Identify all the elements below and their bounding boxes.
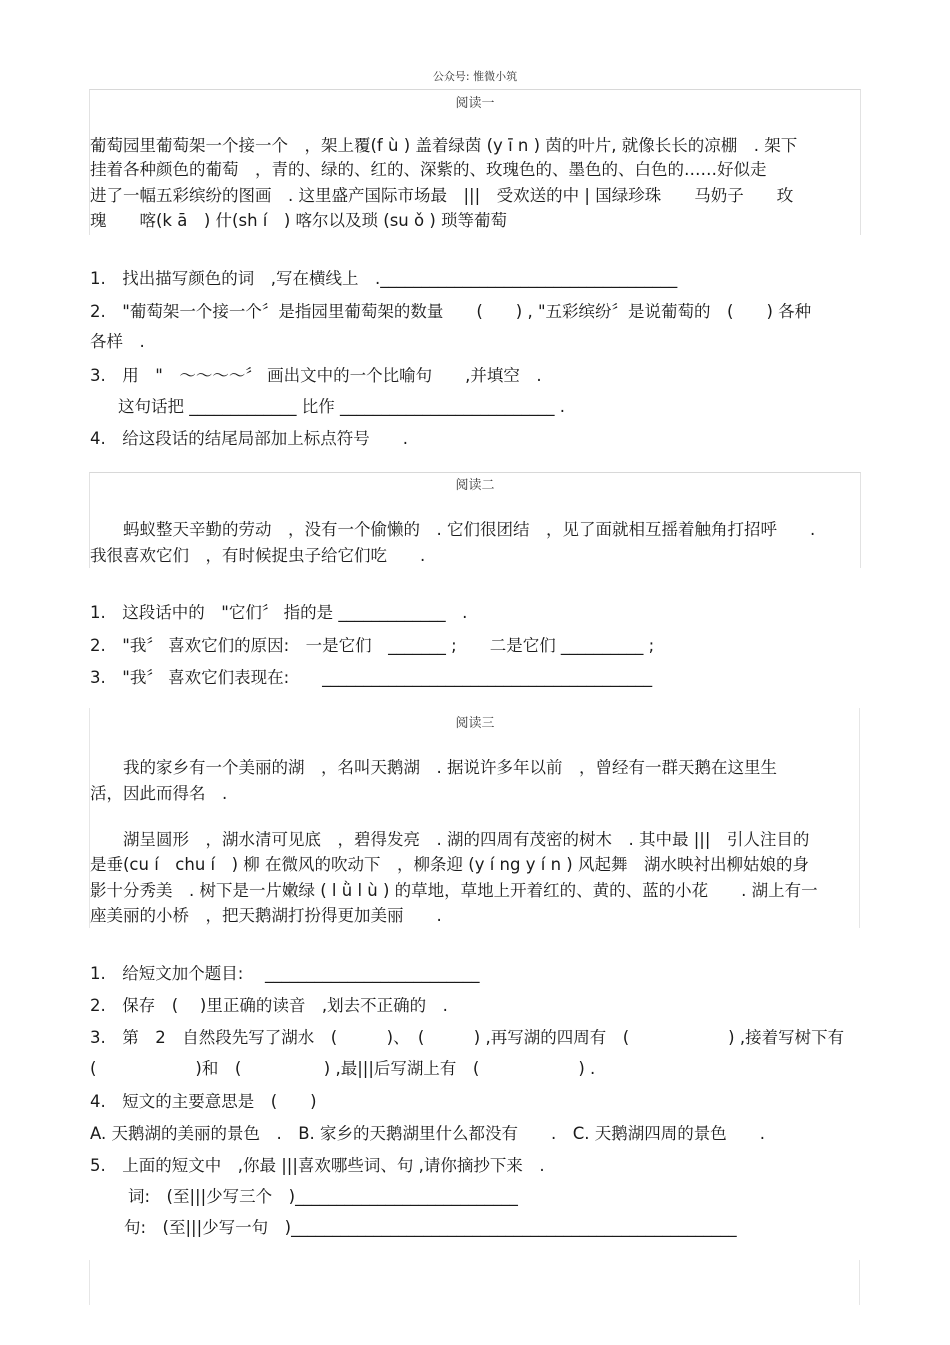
r3-question-1: 1. 给短文加个题目: __________________________ — [90, 964, 480, 983]
r2-question-2: 2. "我〞 喜欢它们的原因: 一是它们 _______ ; 二是它们 __________ ; — [90, 636, 655, 655]
r3-question-5-sentence: 句: (至|||少写一句 )______________________________________________________ — [124, 1218, 737, 1237]
reading-2-title: 阅读二 — [455, 478, 495, 493]
bottom-left-rule — [89, 1260, 90, 1305]
r1-question-4: 4. 给这段话的结尾局部加上标点符号 . — [90, 429, 408, 448]
r1-question-3-fill: 这句话把 _____________ 比作 __________________________ . — [118, 397, 565, 416]
reading-1-line-4: 瑰 喀(k ā ) 什(sh í ) 喀尔以及琐 (su ǒ ) 琐等葡萄 — [90, 211, 508, 230]
reading-3-title: 阅读三 — [455, 716, 495, 731]
r3-question-2: 2. 保存 ( )里正确的读音 ,划去不正确的 . — [90, 996, 448, 1015]
r3-question-3-cont: ( )和 ( ) ,最|||后写湖上有 ( ) . — [90, 1059, 596, 1078]
r3-question-4-options: A. 天鹅湖的美丽的景色 . B. 家乡的天鹅湖里什么都没有 . C. 天鹅湖四周的景色 . — [90, 1124, 766, 1143]
reading-2-line-1: 蚂蚁整天辛勤的劳动 ，没有一个偷懒的 . 它们很团结 ，见了面就相互摇着触角打招呼 . — [90, 520, 816, 539]
reading-3-p1-line-1: 我的家乡有一个美丽的湖 ，名叫天鹅湖 . 据说许多年以前 ，曾经有一群天鹅在这里生 — [90, 758, 777, 777]
r3-question-5-words: 词: (至|||少写三个 )___________________________ — [128, 1187, 518, 1206]
r2-question-1: 1. 这段话中的 "它们〞 指的是 _____________ . — [90, 603, 468, 622]
reading-3-p2-line-1: 湖呈圆形 ，湖水清可见底 ，碧得发亮 . 湖的四周有茂密的树木 . 其中最 ||| 引人注目的 — [90, 830, 810, 849]
reading-1-line-2: 挂着各种颜色的葡萄 ，青的、绿的、红的、深紫的、玫瑰色的、墨色的、白色的……好似走 — [90, 160, 767, 179]
r3-question-4: 4. 短文的主要意思是 ( ) — [90, 1092, 317, 1111]
bottom-right-rule — [859, 1260, 860, 1305]
r3-question-3: 3. 第 2 自然段先写了湖水 ( )、 ( ) ,再写湖的四周有 ( ) ,接着写树下有 — [90, 1028, 845, 1047]
reading-3-p1-line-2: 活，因此而得名 . — [90, 784, 228, 803]
page-header: 公众号: 惟微小筑 — [432, 70, 518, 83]
reading-1-line-3: 进了一幅五彩缤纷的图画 . 这里盛产国际市场最 ||| 受欢送的中 | 国绿珍珠 马奶子 玫 — [90, 186, 794, 205]
r1-question-2-cont: 各样 . — [90, 332, 145, 351]
reading-1-title: 阅读一 — [455, 96, 495, 111]
r1-question-1: 1. 找出描写颜色的词 ,写在横线上 .____________________________________ — [90, 269, 678, 288]
reading-2-line-2: 我很喜欢它们 ，有时候捉虫子给它们吃 . — [90, 546, 426, 565]
reading-3-p2-line-2: 是垂(cu í chu í ) 柳 在微风的吹动下 ，柳条迎 (y í ng y í n ) 风起舞 湖水映衬出柳姑娘的身 — [90, 855, 809, 874]
reading-3-p2-line-3: 影十分秀美 . 树下是一片嫩绿 ( l ǜ l ù ) 的草地，草地上开着红的、黄的、蓝的小花 . 湖上有一 — [90, 881, 818, 900]
r1-question-2: 2. "葡萄架一个接一个〞是指园里葡萄架的数量 ( ) , "五彩缤纷〞是说葡萄的 ( ) 各种 — [90, 302, 812, 321]
reading-3-right-rule — [859, 708, 860, 928]
r2-question-3: 3. "我〞 喜欢它们表现在: ________________________________________ — [90, 668, 653, 687]
r3-question-5: 5. 上面的短文中 ,你最 |||喜欢哪些词、句 ,请你摘抄下来 . — [90, 1156, 545, 1175]
r1-question-3: 3. 用 " ～～～～〞 画出文中的一个比喻句 ,并填空 . — [90, 366, 542, 385]
reading-1-line-1: 葡萄园里葡萄架一个接一个 ，架上覆(f ù ) 盖着绿茵 (y ī n ) 茵的叶片, 就像长长的凉棚 . 架下 — [90, 136, 798, 155]
reading-3-p2-line-4: 座美丽的小桥 ，把天鹅湖打扮得更加美丽 . — [90, 906, 442, 925]
